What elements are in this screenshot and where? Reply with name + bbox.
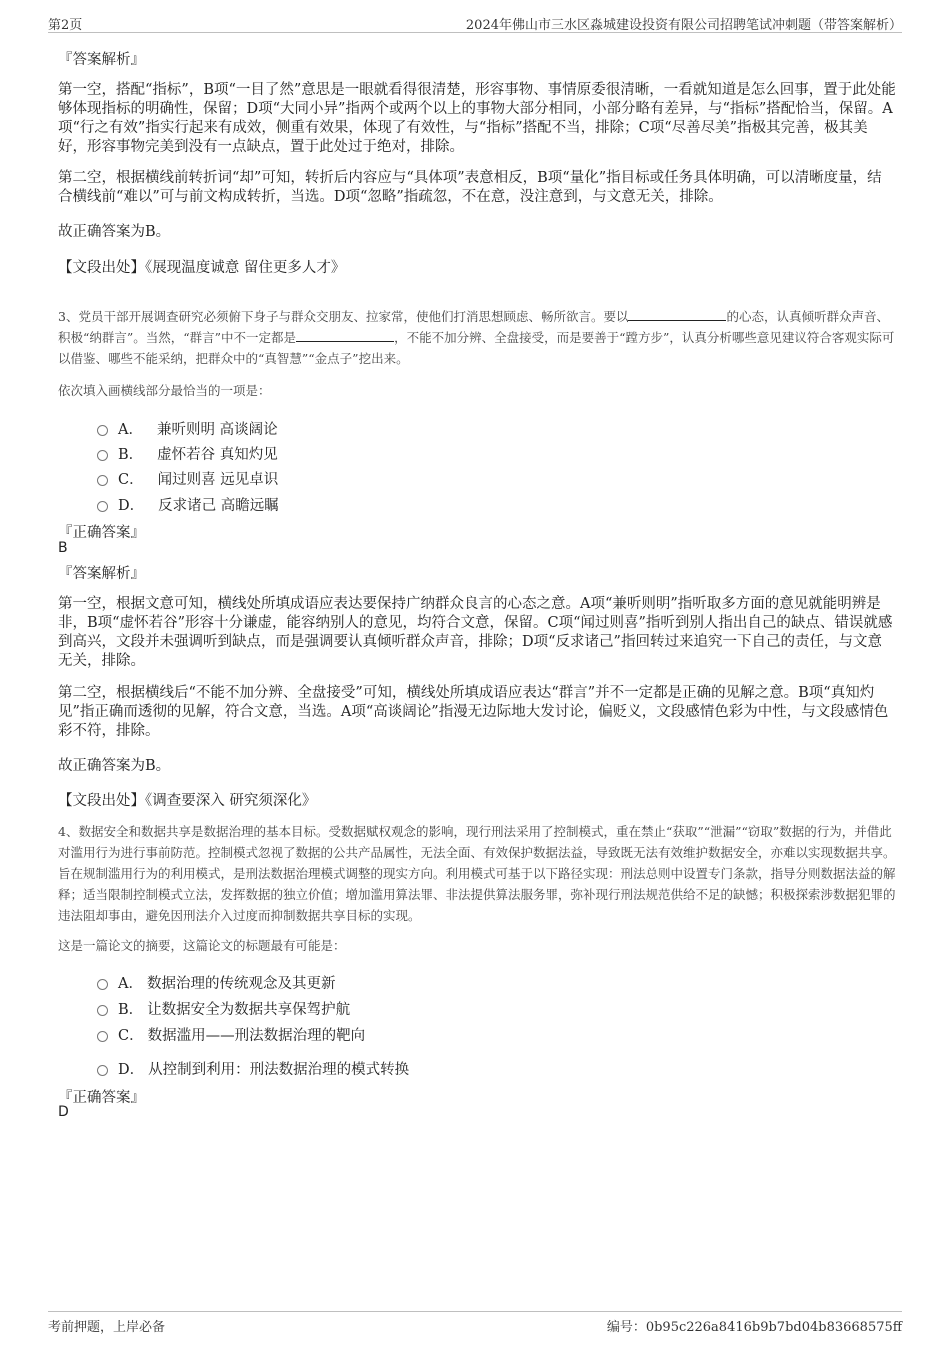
analysis-paragraph: 第二空，根据横线前转折词“却”可知，转折后内容应与“具体项”表意相反，B项“量化”指目标或任务具体明确，可以清晰度量，结合横线前“难以”可与前文构成转折，当选。D项“忽略”指疏忽，不在意，没注意到，与文意无关，排除。 bbox=[58, 170, 882, 205]
conclusion: 故正确答案为B。 bbox=[58, 224, 171, 240]
radio-icon[interactable] bbox=[97, 1031, 108, 1042]
source-citation: 【文段出处】《展现温度诚意 留住更多人才》 bbox=[58, 260, 346, 276]
radio-icon[interactable] bbox=[97, 1065, 108, 1076]
footer-slogan: 考前押题，上岸必备 bbox=[48, 1320, 166, 1335]
option-letter: D． bbox=[118, 1062, 145, 1078]
question-prompt: 依次填入画横线部分最恰当的一项是： bbox=[58, 383, 271, 398]
answer-label: 『正确答案』 bbox=[58, 1090, 145, 1106]
option-letter: C． bbox=[118, 472, 144, 488]
radio-icon[interactable] bbox=[97, 1005, 108, 1016]
option-letter: A． bbox=[118, 976, 143, 992]
option-text: 闻过则喜 远见卓识 bbox=[157, 472, 279, 488]
option-letter: C． bbox=[118, 1028, 144, 1044]
option-letter: A． bbox=[118, 422, 143, 438]
analysis-label: 『答案解析』 bbox=[58, 52, 145, 68]
option-letter: B． bbox=[118, 447, 144, 463]
page-number: 第2页 bbox=[48, 18, 83, 33]
document-id: 编号：0b95c226a8416b9b7bd04b83668575ff bbox=[606, 1320, 902, 1335]
page-footer bbox=[48, 1311, 902, 1335]
question-prompt: 这是一篇论文的摘要，这篇论文的标题最有可能是： bbox=[58, 938, 346, 953]
radio-icon[interactable] bbox=[97, 979, 108, 990]
analysis-label: 『答案解析』 bbox=[58, 566, 145, 582]
analysis-paragraph: 第一空，根据文意可知，横线处所填成语应表达要保持广纳群众良言的心态之意。A项“兼听则明”指听取多方面的意见就能明辨是非，B项“虚怀若谷”形容十分谦虚，能容纳别人的意见，均符合文意，保留。C项“闻过则喜”指听到别人指出自己的缺点、错误就感到高兴，文段并未强调听到缺点，而是强调要认真倾听群众声音，排除；D项“反求诸己”指回转过来追究一下自己的责任，与文意无关，排除。 bbox=[58, 596, 893, 669]
option-text: 虚怀若谷 真知灼见 bbox=[157, 447, 278, 463]
answer-label: 『正确答案』 bbox=[58, 525, 145, 541]
option-d[interactable] bbox=[97, 1058, 409, 1079]
correct-answer: D bbox=[58, 1104, 69, 1120]
fill-blank bbox=[628, 308, 726, 321]
option-a[interactable] bbox=[97, 418, 278, 439]
option-b[interactable] bbox=[97, 998, 350, 1019]
analysis-paragraph: 第二空，根据横线后“不能不加分辨、全盘接受”可知，横线处所填成语应表达“群言”并不一定都是正确的见解之意。B项“真知灼见”指正确而透彻的见解，符合文意，当选。A项“高谈阔论”指漫无边际地大发讨论，偏贬义，文段感情色彩为中性，与文段感情色彩不符，排除。 bbox=[58, 685, 889, 739]
option-letter: B． bbox=[118, 1002, 144, 1018]
analysis-paragraph: 第一空，搭配“指标”，B项“一目了然”意思是一眼就看得很清楚，形容事物、事情原委很清晰，一看就知道是怎么回事，置于此处能够体现指标的明确性，保留；D项“大同小异”指两个或两个以上的事物大部分相同，小部分略有差异，与“指标”搭配恰当，保留。A项“行之有效”指实行起来有成效，侧重有效果，体现了有效性，与“指标”搭配不当，排除；C项“尽善尽美”指极其完善，极其美好，形容事物完美到没有一点缺点，置于此处过于绝对，排除。 bbox=[58, 82, 896, 155]
option-c[interactable] bbox=[97, 1024, 365, 1045]
option-c[interactable] bbox=[97, 468, 278, 489]
conclusion: 故正确答案为B。 bbox=[58, 758, 171, 774]
radio-icon[interactable] bbox=[97, 425, 108, 436]
page-header bbox=[48, 12, 902, 33]
question-text-part: 3、党员干部开展调查研究必须俯下身子与群众交朋友、拉家常，使他们打消思想顾虑、畅所欲言。要以 bbox=[58, 309, 629, 324]
question-text: 4、数据安全和数据共享是数据治理的基本目标。受数据赋权观念的影响，现行刑法采用了控制模式，重在禁止“获取”“泄漏”“窃取”数据的行为，并借此对滥用行为进行事前防范。控制模式忽视了数据的公共产品属性，无法全面、有效保护数据法益，导致既无法有效维护数据安全，亦难以实现数据共享。旨在规制滥用行为的利用模式，是刑法数据治理模式调整的现实方向。利用模式可基于以下路径实现：刑法总则中设置专门条款，指导分则数据法益的解释；适当限制控制模式立法，发挥数据的独立价值；增加滥用算法罪、非法提供算法服务罪，弥补现行刑法规范供给不足的缺憾；积极探索涉数据犯罪的违法阻却事由，避免因刑法介入过度而抑制数据共享目标的实现。 bbox=[58, 824, 896, 923]
option-letter: D． bbox=[118, 498, 145, 514]
fill-blank bbox=[296, 329, 394, 342]
question-text bbox=[58, 306, 896, 369]
question-text-part: ，不能不加分辨、全盘接受，而是要善于“蹚方步”，认真分析哪些意见建议符合客观实际可以借鉴、哪些不能采纳，把群众中的“真智慧”“金点子”挖出来。 bbox=[58, 330, 895, 366]
option-d[interactable] bbox=[97, 494, 279, 515]
correct-answer: B bbox=[58, 540, 68, 556]
option-text: 让数据安全为数据共享保驾护航 bbox=[147, 1002, 351, 1018]
source-citation: 【文段出处】《调查要深入 研究须深化》 bbox=[58, 793, 317, 809]
option-text: 从控制到利用：刑法数据治理的模式转换 bbox=[148, 1062, 410, 1078]
option-text: 数据滥用——刑法数据治理的靶向 bbox=[147, 1028, 366, 1044]
option-text: 数据治理的传统观念及其更新 bbox=[146, 976, 336, 992]
option-a[interactable] bbox=[97, 972, 335, 993]
radio-icon[interactable] bbox=[97, 475, 108, 486]
document-title: 2024年佛山市三水区淼城建设投资有限公司招聘笔试冲刺题（带答案解析） bbox=[465, 18, 902, 33]
option-b[interactable] bbox=[97, 443, 278, 464]
question-text-part: 的心态，认真倾听群众声音、积极“纳群言”。当然，“群言”中不一定都是 bbox=[58, 309, 889, 345]
radio-icon[interactable] bbox=[97, 450, 108, 461]
option-text: 反求诸己 高瞻远瞩 bbox=[158, 498, 279, 514]
option-text: 兼听则明 高谈阔论 bbox=[156, 422, 278, 438]
radio-icon[interactable] bbox=[97, 501, 108, 512]
